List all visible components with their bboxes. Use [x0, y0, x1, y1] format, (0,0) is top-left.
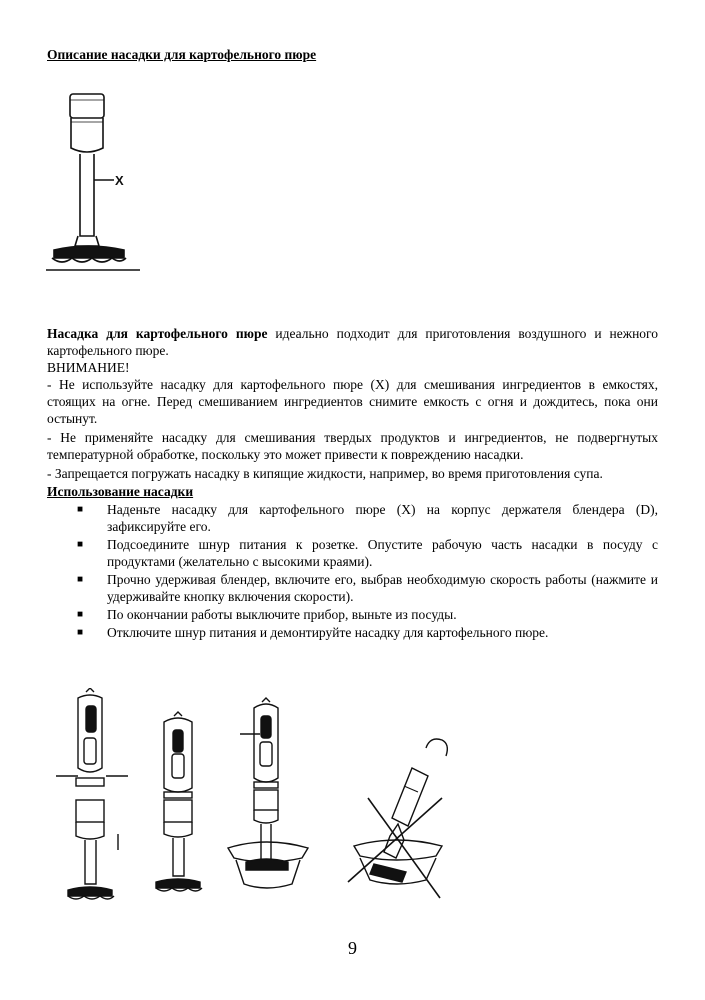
masher-attachment-illustration — [44, 88, 144, 278]
usage-heading: Использование насадки — [47, 484, 194, 499]
page-number: 9 — [348, 938, 357, 958]
warning-1: - Не используйте насадку для картофельного пюре (X) для смешивания ингредиентов в емкостях, стоящих на огне. Перед смешиванием ингредиентов снимите емкость с огня и дождитесь, пока они остынут. — [47, 377, 658, 426]
list-item: ■ Прочно удерживая блендер, включите его, выбрав необходимую скорость работы (нажмите и удерживайте кнопку включения скорости). — [77, 572, 658, 604]
list-item: ■ Отключите шнур питания и демонтируйте насадку для картофельного пюре. — [77, 625, 549, 640]
bullet-icon: ■ — [77, 539, 84, 550]
usage-steps-illustration — [46, 688, 466, 908]
body-text — [47, 325, 658, 641]
bullet-icon: ■ — [77, 627, 84, 638]
list-item: ■ Подсоедините шнур питания к розетке. Опустите рабочую часть насадки в посуду с продуктами (желательно с высокими краями). — [77, 537, 658, 569]
bullet-icon: ■ — [77, 574, 84, 585]
intro-rest: идеально подходит для приготовления воздушного и нежного картофельного пюре. — [47, 326, 658, 358]
warning-2: - Не применяйте насадку для смешивания твердых продуктов и ингредиентов, не подвергнутых температурной обработке, поскольку это может привести к повреждению насадки. — [47, 430, 658, 462]
label-x: X — [115, 173, 124, 188]
intro-bold: Насадка для картофельного пюре — [47, 326, 268, 341]
bullet-icon: ■ — [77, 609, 84, 620]
bullet-icon: ■ — [77, 504, 84, 515]
warning-title: ВНИМАНИЕ! — [47, 360, 130, 375]
intro-paragraph — [47, 325, 658, 359]
step3-blender-in-bowl — [228, 698, 308, 888]
step4-prohibited-use — [348, 739, 447, 898]
step1-disassembled-blender — [56, 688, 128, 899]
list-item: ■ Наденьте насадку для картофельного пюре (X) на корпус держателя блендера (D), зафиксируйте его. — [77, 502, 658, 534]
section-heading: Описание насадки для картофельного пюре — [47, 47, 317, 62]
warning-3: - Запрещается погружать насадку в кипящие жидкости, например, во время приготовления супа. — [47, 466, 603, 481]
list-item: ■ По окончании работы выключите прибор, выньте из посуды. — [77, 607, 457, 622]
step2-assembled-blender — [156, 712, 202, 891]
usage-steps — [47, 501, 658, 641]
